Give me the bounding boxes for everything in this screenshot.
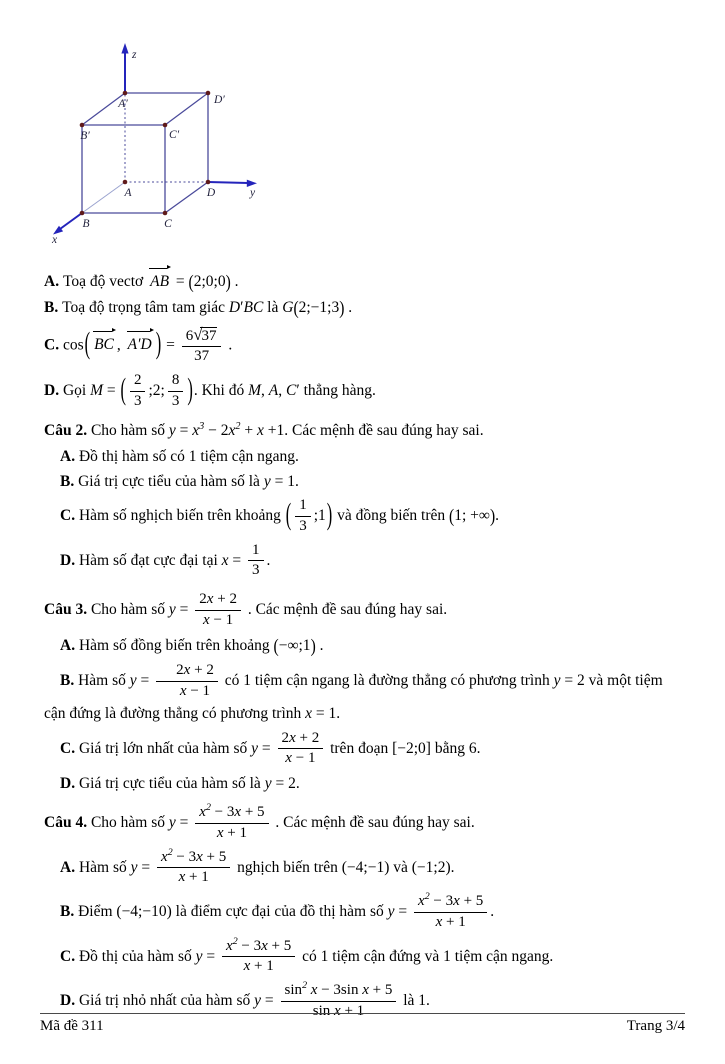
q2-option-a: A. Đồ thị hàm số có 1 tiệm cận ngang.: [60, 447, 299, 465]
vertex-dot-b: [80, 211, 85, 216]
exam-code: Mã đề 311: [40, 1018, 104, 1034]
q1-option-b: B. Toạ độ trọng tâm tam giác D′BC là G(2;−1;3) .: [44, 298, 353, 320]
q4-option-b: B. Điểm (−4;−10) là điểm cực đại của đồ thị hàm số y = $\frac{x^2 - 3x + 5}{x + 1}$ .: [60, 891, 495, 930]
cube-figure: [48, 40, 278, 254]
vertex-dot-d1: [206, 91, 211, 96]
vertex-label-b1: B′: [80, 130, 90, 142]
vertex-label-a: A: [124, 187, 132, 199]
q3-option-d: D. Giá trị cực tiểu của hàm số là y = 2.: [60, 775, 300, 793]
axis-label-x: x: [52, 234, 58, 246]
q3-option-b: B. Hàm số y = $\frac{2x + 2}{x - 1}$ có 1 tiệm cận ngang là đường thẳng có phương trình y = 2 và một tiệm cận đứng là đường thẳng có phương trình x = 1.: [44, 661, 663, 723]
vertex-label-d1: D′: [214, 94, 225, 106]
q4-option-c: C. Đồ thị của hàm số y = $\frac{x^2 - 3x + 5}{x + 1}$ có 1 tiệm cận đứng và 1 tiệm cận ngang.: [60, 935, 554, 975]
vertex-label-b: B: [82, 218, 90, 230]
q2-header: Câu 2. Cho hàm số $y = x^3 - 2x^2 + x +1$. Các mệnh đề sau đúng hay sai.: [44, 421, 484, 440]
questions-content: [44, 270, 687, 1023]
cube-edge-d1c1: [165, 93, 208, 125]
vertex-label-d: D: [206, 187, 216, 199]
q2-option-d: D. Hàm số đạt cực đại tại x = $\frac{1}{3}$ .: [60, 541, 271, 579]
vertex-label-c: C: [164, 218, 172, 230]
vertex-dot-d: [206, 180, 211, 185]
q4-option-a: A. Hàm số y = $\frac{x^2 - 3x + 5}{x + 1}$ nghịch biến trên (−4;−1) và (−1;2).: [60, 846, 455, 886]
q1-option-d: D. Gọi M = ( $\frac{2}{3}$ ;2; $\frac{8}{3}$ ). Khi đó M, A, C′ thẳng hàng.: [44, 371, 376, 409]
vertex-dot-c1: [163, 123, 168, 128]
axis-label-z: z: [132, 49, 137, 61]
q2-option-b: B. Giá trị cực tiểu của hàm số là y = 1.: [60, 472, 299, 490]
vertex-label-c1: C′: [169, 129, 180, 141]
q4-header: Câu 4. Cho hàm số y = $\frac{x^2 - 3x + 5}{x + 1}$ . Các mệnh đề sau đúng hay sai.: [44, 802, 475, 842]
cube-edge-cd: [165, 182, 208, 213]
y-axis: [208, 182, 248, 183]
axis-label-y: y: [250, 187, 256, 199]
vertex-dot-a: [123, 180, 128, 185]
page-number: Trang 3/4: [626, 1018, 685, 1034]
vertex-dot-c: [163, 211, 168, 216]
x-axis: [60, 213, 82, 229]
page-footer: [40, 1013, 685, 1035]
q3-header: Câu 3. Cho hàm số y = $\frac{2x + 2}{x - 1}$ . Các mệnh đề sau đúng hay sai.: [44, 591, 448, 628]
cube-svg: [48, 40, 278, 254]
vertex-label-a1: A′: [118, 98, 128, 110]
y-axis-arrowhead: [247, 180, 257, 187]
q1-option-a: A. Toạ độ vectơ AB = (2;0;0) .: [44, 271, 239, 294]
vertex-dot-a1: [123, 91, 128, 96]
vertex-dot-b1: [80, 123, 85, 128]
q2-option-c: C. Hàm số nghịch biến trên khoảng ( $\frac{1}{3}$ ;1) và đồng biến trên (1; +∞).: [60, 496, 499, 534]
q4-option-d: D. Giá trị nhỏ nhất của hàm số y = $\frac{\sin^2 x - 3\sin x + 5}{\text{sin x + 1}}$ là 1.: [60, 980, 430, 1019]
cube-edge-ba: [82, 182, 125, 213]
q3-option-c: C. Giá trị lớn nhất của hàm số y = $\frac{2x + 2}{x - 1}$ trên đoạn [−2;0] bằng 6.: [60, 729, 481, 767]
z-axis-arrowhead: [121, 43, 128, 54]
q1-option-c: C. cos( BC , A′D ) = $\frac{6√37}{37}$ .: [44, 324, 233, 365]
q3-option-a: A. Hàm số đồng biến trên khoảng (−∞;1) .: [60, 635, 324, 657]
exam-page: [0, 40, 725, 1064]
